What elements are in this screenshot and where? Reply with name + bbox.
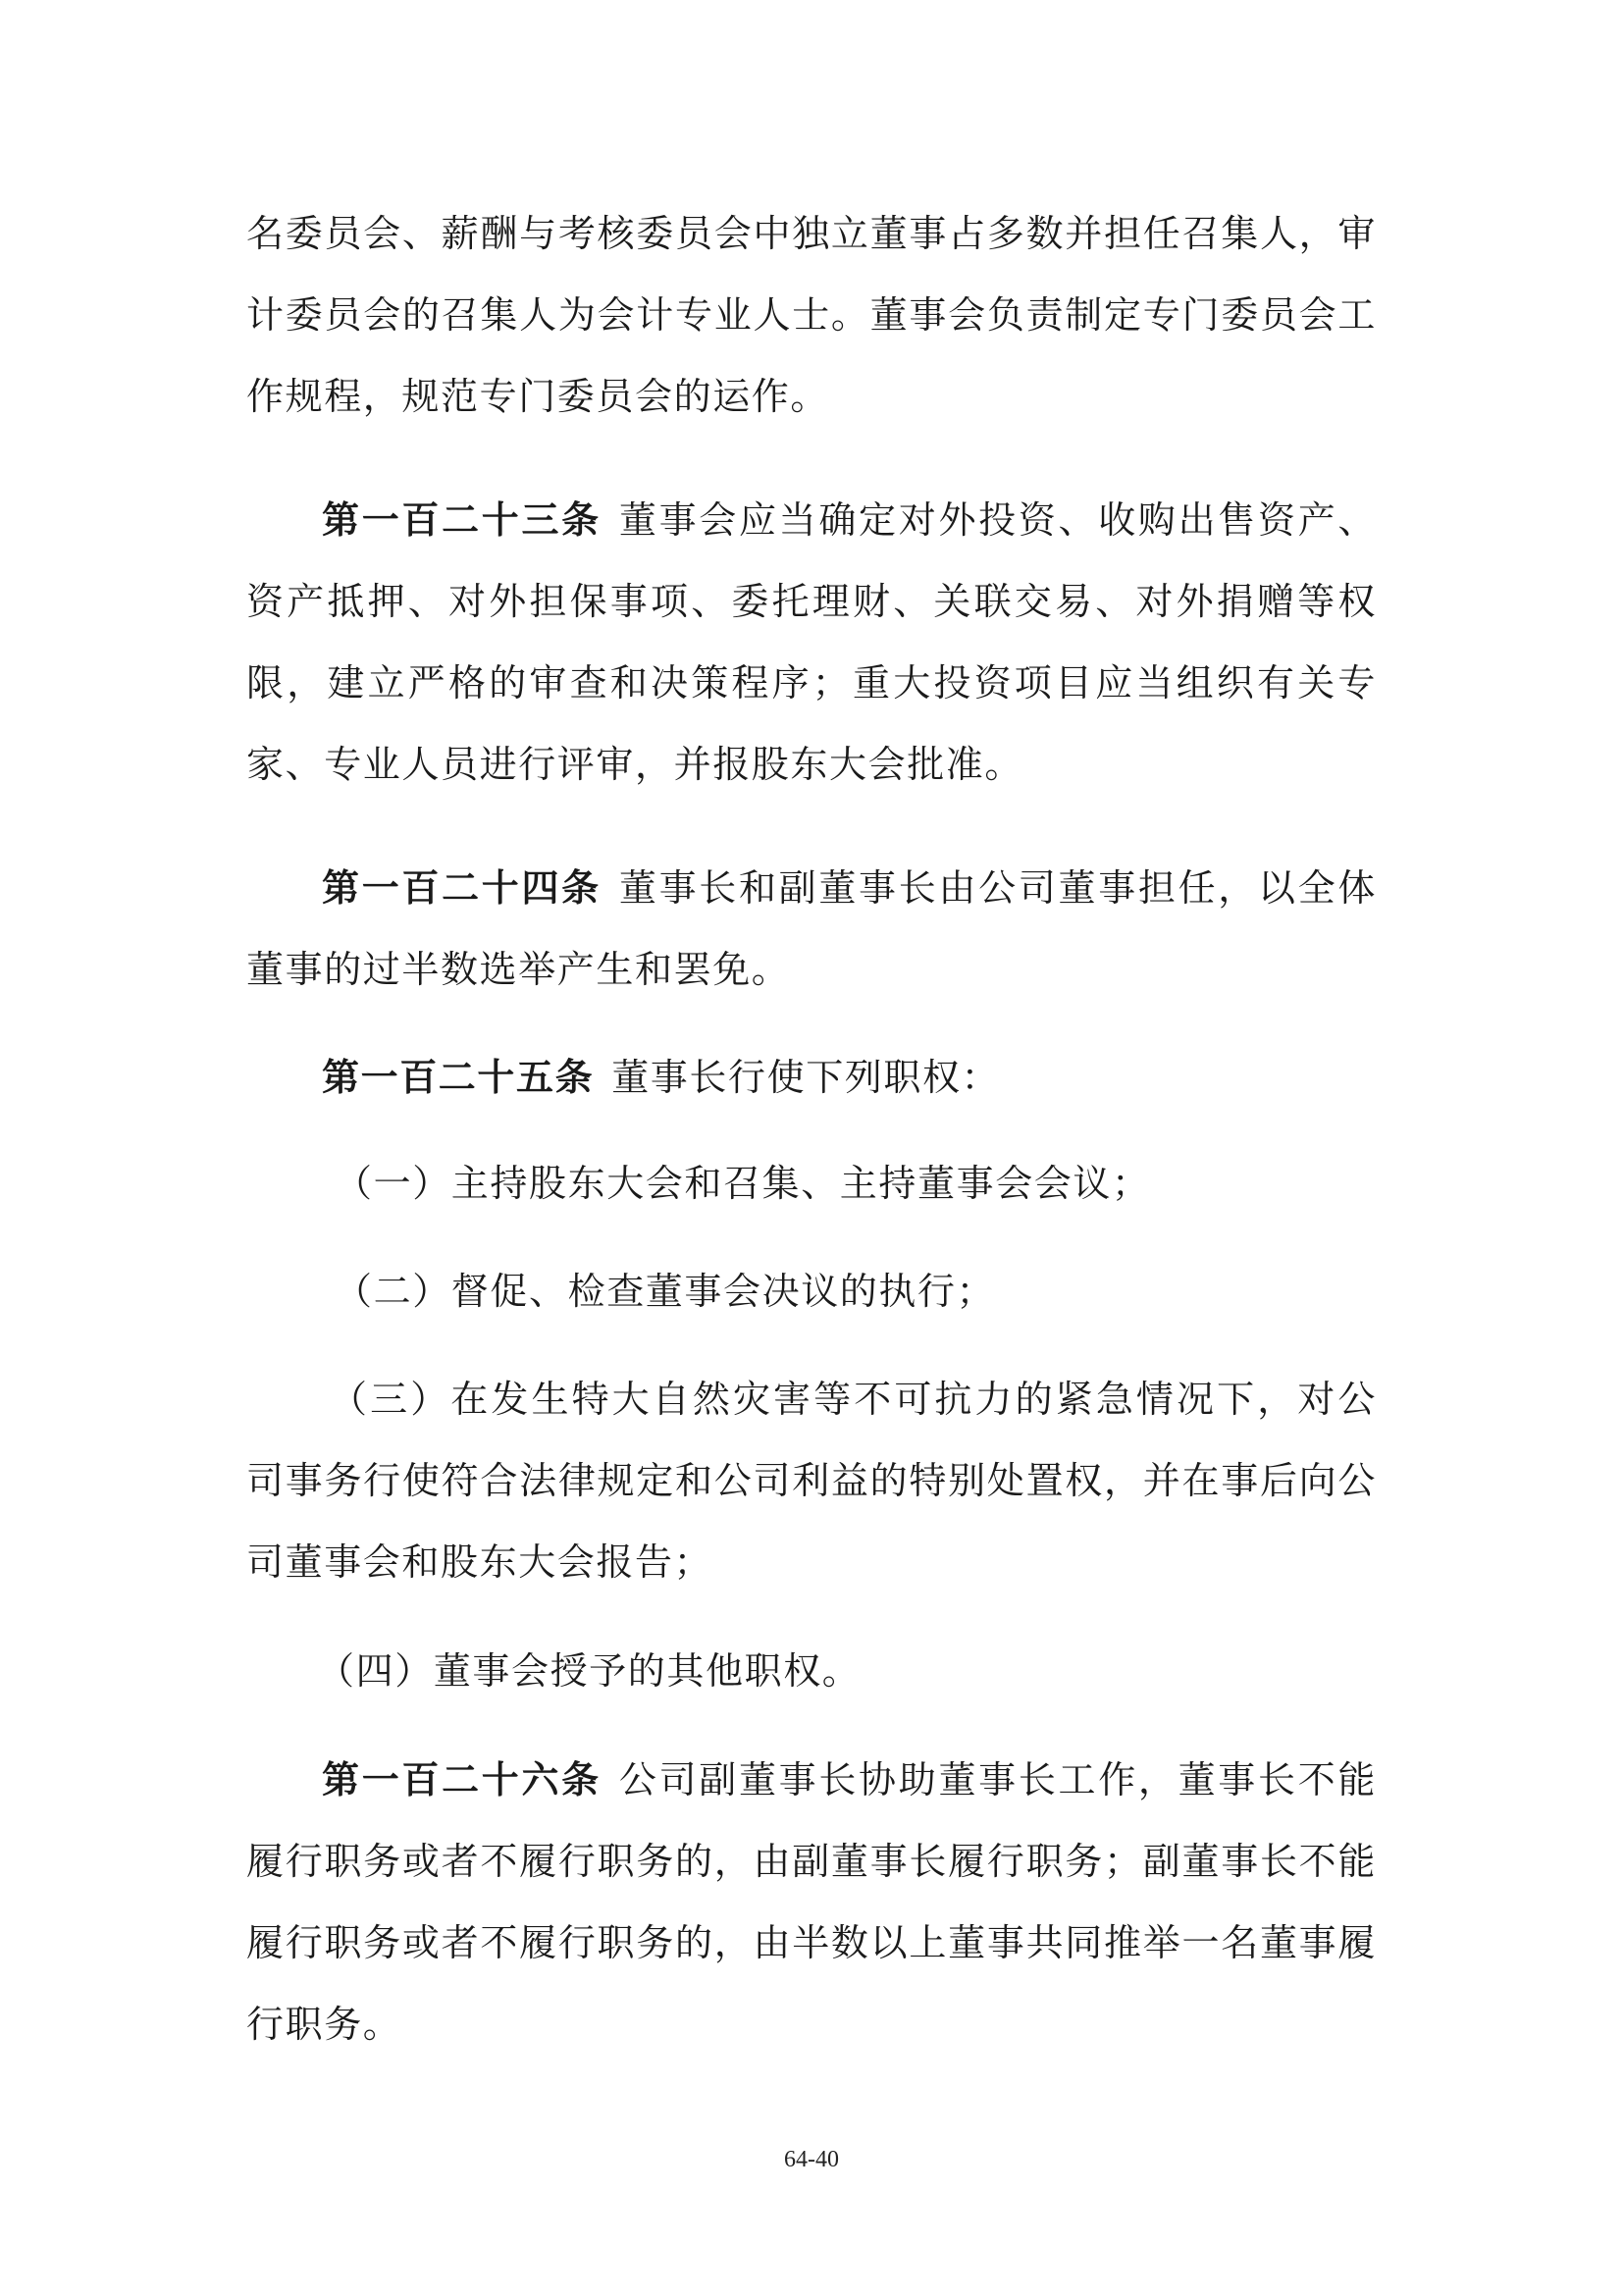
article-126-body: 公司副董事长协助董事长工作，董事长不能履行职务或者不履行职务的，由副董事长履行职务；副董事长不能履行职务或者不履行职务的，由半数以上董事共同推举一名董事履行职务。 [246,1758,1377,2046]
article-125-item-1: （一）主持股东大会和召集、主持董事会会议； [335,1162,1151,1205]
article-124-heading: 第一百二十四条 [322,865,602,910]
article-125 [246,1036,1377,1119]
article-125-body: 董事长行使下列职权： [611,1056,1001,1099]
article-125-heading: 第一百二十五条 [322,1055,595,1099]
article-123-heading: 第一百二十三条 [322,497,602,542]
article-126 [246,1739,1377,2065]
article-123 [246,479,1377,806]
article-125-item-3: （三）在发生特大自然灾害等不可抗力的紧急情况下，对公司事务行使符合法律规定和公司利益的特别处置权，并在事后向公司董事会和股东大会报告； [246,1378,1377,1584]
article-124-body: 董事长和副董事长由公司董事担任，以全体董事的过半数选举产生和罢免。 [246,866,1377,991]
page-number: 64-40 [784,2147,839,2172]
article-123-body: 董事会应当确定对外投资、收购出售资产、资产抵押、对外担保事项、委托理财、关联交易、对外捐赠等权限，建立严格的审查和决策程序；重大投资项目应当组织有关专家、专业人员进行评审，并报股东大会批准。 [246,498,1377,786]
article-125-item-4: （四）董事会授予的其他职权。 [317,1649,862,1693]
article-126-heading: 第一百二十六条 [322,1757,602,1801]
article-124 [246,847,1377,1011]
article-125-item-2: （二）督促、检查董事会决议的执行； [335,1270,996,1313]
paragraph-continuation: 名委员会、薪酬与考核委员会中独立董事占多数并担任召集人，审计委员会的召集人为会计专业人士。董事会负责制定专门委员会工作规程，规范专门委员会的运作。 [246,212,1377,418]
